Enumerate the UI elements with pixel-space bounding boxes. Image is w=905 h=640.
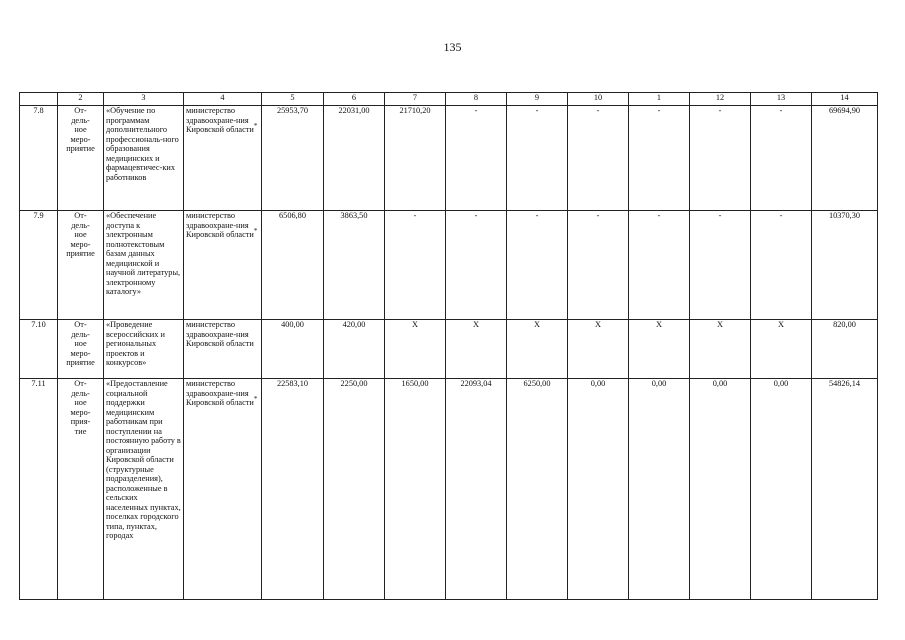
measure-name-cell: «Проведение всероссийских и региональных проектов и конкурсов» xyxy=(104,320,184,379)
column-header-6: 6 xyxy=(324,93,385,106)
row-number-cell: 7.8 xyxy=(20,106,58,211)
value-cell-v9: - xyxy=(507,211,568,320)
value-cell-v12: 0,00 xyxy=(690,379,751,600)
column-header-14: 14 xyxy=(812,93,878,106)
value-cell-v12: Х xyxy=(690,320,751,379)
measure-type-cell: От- дель- ное меро- приятие xyxy=(58,106,104,211)
executor-footnote-mark: * xyxy=(253,122,258,131)
value-cell-v6: 420,00 xyxy=(324,320,385,379)
executor-cell xyxy=(184,379,262,600)
column-header-2: 2 xyxy=(58,93,104,106)
value-cell-v14: 820,00 xyxy=(812,320,878,379)
table-row xyxy=(20,320,878,379)
column-header-4: 4 xyxy=(184,93,262,106)
value-cell-v7: Х xyxy=(385,320,446,379)
value-cell-v9: Х xyxy=(507,320,568,379)
value-cell-v6: 22031,00 xyxy=(324,106,385,211)
table-row xyxy=(20,379,878,600)
column-header-8: 8 xyxy=(446,93,507,106)
executor-text: министерство здравоохране-ния Кировской области xyxy=(186,379,254,407)
column-header-11: 1 xyxy=(629,93,690,106)
value-cell-v11: - xyxy=(629,106,690,211)
column-header-5: 5 xyxy=(262,93,324,106)
executor-cell xyxy=(184,320,262,379)
executor-text: министерство здравоохране-ния Кировской области xyxy=(186,211,254,239)
value-cell-v12: - xyxy=(690,211,751,320)
value-cell-v8: Х xyxy=(446,320,507,379)
value-cell-v5: 25953,70 xyxy=(262,106,324,211)
executor-footnote-mark: * xyxy=(253,227,258,236)
table-row xyxy=(20,106,878,211)
value-cell-v8: 22093,04 xyxy=(446,379,507,600)
value-cell-v13: 0,00 xyxy=(751,379,812,600)
value-cell-v10: - xyxy=(568,211,629,320)
column-header-9: 9 xyxy=(507,93,568,106)
value-cell-v13: Х xyxy=(751,320,812,379)
value-cell-v14: 54826,14 xyxy=(812,379,878,600)
value-cell-v5: 6506,80 xyxy=(262,211,324,320)
table-header-row xyxy=(20,93,878,106)
value-cell-v14: 10370,30 xyxy=(812,211,878,320)
row-number-cell: 7.9 xyxy=(20,211,58,320)
value-cell-v5: 22583,10 xyxy=(262,379,324,600)
value-cell-v12: - xyxy=(690,106,751,211)
value-cell-v11: - xyxy=(629,211,690,320)
column-header-13: 13 xyxy=(751,93,812,106)
row-number-cell: 7.10 xyxy=(20,320,58,379)
value-cell-v10: - xyxy=(568,106,629,211)
measure-name-cell: «Обучение по программам дополнительного профессиональ-ного образования медицинских и фармацевтичес-ких работников xyxy=(104,106,184,211)
column-header-7: 7 xyxy=(385,93,446,106)
value-cell-v6: 2250,00 xyxy=(324,379,385,600)
value-cell-v13: - xyxy=(751,211,812,320)
value-cell-v11: 0,00 xyxy=(629,379,690,600)
value-cell-v8: - xyxy=(446,106,507,211)
executor-text: министерство здравоохране-ния Кировской области xyxy=(186,320,254,348)
value-cell-v9: - xyxy=(507,106,568,211)
column-header-3: 3 xyxy=(104,93,184,106)
value-cell-v7: 21710,20 xyxy=(385,106,446,211)
executor-text: министерство здравоохране-ния Кировской области xyxy=(186,106,254,134)
measure-type-cell: От- дель- ное меро- прия- тие xyxy=(58,379,104,600)
measure-name-cell: «Предоставление социальной поддержки медицинским работникам при поступлении на постоянную работу в организации Кировской области (структурные подразделения), расположенные в сельских населенных пунктах, поселках городского типа, пунктах, городах xyxy=(104,379,184,600)
value-cell-v7: - xyxy=(385,211,446,320)
executor-cell xyxy=(184,211,262,320)
executor-cell xyxy=(184,106,262,211)
value-cell-v10: 0,00 xyxy=(568,379,629,600)
table-row xyxy=(20,211,878,320)
column-header-12: 12 xyxy=(690,93,751,106)
row-number-cell: 7.11 xyxy=(20,379,58,600)
measure-name-cell: «Обеспечение доступа к электронным полнотекстовым базам данных медицинской и научной литературы, электронному каталогу» xyxy=(104,211,184,320)
measure-type-cell: От- дель- ное меро- приятие xyxy=(58,320,104,379)
executor-footnote-mark: * xyxy=(253,395,258,404)
value-cell-v13: - xyxy=(751,106,812,211)
value-cell-v8: - xyxy=(446,211,507,320)
value-cell-v11: Х xyxy=(629,320,690,379)
value-cell-v6: 3863,50 xyxy=(324,211,385,320)
measure-type-cell: От- дель- ное меро- приятие xyxy=(58,211,104,320)
value-cell-v5: 400,00 xyxy=(262,320,324,379)
column-header-1 xyxy=(20,93,58,106)
value-cell-v7: 1650,00 xyxy=(385,379,446,600)
budget-table xyxy=(19,92,878,600)
value-cell-v14: 69694,90 xyxy=(812,106,878,211)
value-cell-v10: Х xyxy=(568,320,629,379)
value-cell-v9: 6250,00 xyxy=(507,379,568,600)
column-header-10: 10 xyxy=(568,93,629,106)
page-number: 135 xyxy=(443,40,462,54)
